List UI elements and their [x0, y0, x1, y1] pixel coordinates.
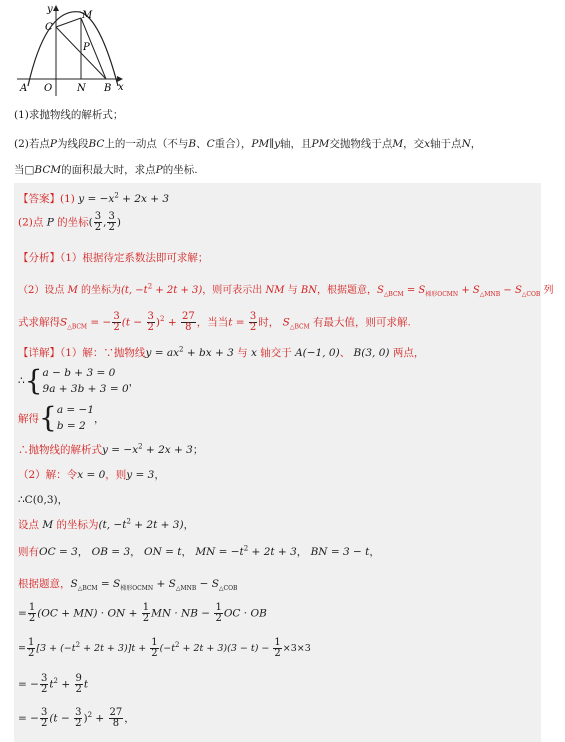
detail-line-10: = $\frac{1}{2}$ (OC + MN) · ON + $\frac{1}{2}$ MN · NB − $\frac{1}{2}$ OC · OB — [18, 602, 267, 624]
parabola-figure — [14, 0, 134, 100]
analysis-tag: 【分析】 — [18, 252, 60, 264]
analysis-line-2: （2）设点 M 的坐标为(t, $-t^2 + 2t + 3$)，则可表示出 NM 与 BN，根据题意，$S_{\triangle BCM} = S_{梯形OCMN} + S_{\triangle MNB} - S_{\triangle COB}$ 列 — [18, 282, 554, 298]
detail-line-13: = − $\frac{3}{2}$ (t − $\frac{3}{2}$ )$^2$ + $\frac{27}{8}$ ， — [18, 707, 135, 729]
detail-line-1: 【详解】（1）解：∵抛物线$y = ax^2$ + bx + 3 与 x 轴交于 A(−1, 0)、 B(3, 0) 两点， — [18, 345, 425, 359]
label-a: A — [20, 83, 28, 94]
segment-cm — [56, 18, 81, 27]
label-n: N — [77, 83, 86, 94]
detail-system-1: ∴ { a − b + 3 = 0 9a + 3b + 3 = 0 ， — [18, 364, 140, 397]
label-p: P — [83, 42, 90, 53]
detail-line-11: = $\frac{1}{2}$ $[3 + (-t^2 + 2t + 3)]t$ + $\frac{1}{2}$ $(-t^2 + 2t + 3)(3 - t)$ − $\frac{1}{2}$ ×3×3 — [18, 637, 311, 659]
label-c: C — [45, 22, 53, 33]
detail-line-5: （2）解：令x = 0，则y = 3， — [18, 469, 165, 481]
analysis-line-1: 【分析】（1）根据待定系数法即可求解； — [18, 252, 209, 264]
question-2-line-1: (2)若点P为线段BC上的一动点（不与B、C重合），PM∥y轴，且PM交抛物线于点M，交x轴于点N， — [14, 138, 482, 150]
label-x: x — [118, 82, 124, 93]
answer-tag: 【答案】 — [18, 193, 60, 205]
detail-tag: 【详解】 — [18, 347, 60, 359]
answer-line-1: 【答案】(1) $y = -x^2 + 2x + 3$ — [18, 191, 170, 205]
question-2-line-2: 当□BCM的面积最大时，求点P的坐标. — [14, 164, 198, 176]
detail-line-8: 则有OC = 3， OB = 3， ON = t， MN = $-t^2 + 2t + 3$， BN = 3 − t， — [18, 544, 380, 558]
detail-line-6: ∴C(0,3)， — [18, 494, 69, 506]
detail-line-9: 根据题意，$S_{\triangle BCM} = S_{梯形OCMN} + S_{\triangle MNB} - S_{\triangle COB}$ — [18, 578, 238, 593]
detail-line-7: 设点 M 的坐标为(t, $-t^2 + 2t + 3$)， — [18, 517, 195, 531]
detail-line-12: = − $\frac{3}{2}$ $t^2$ + $\frac{9}{2}$ t — [18, 673, 89, 695]
detail-system-2: 解得 { a = −1 b = 2 ， — [18, 401, 105, 434]
label-m: M — [82, 10, 93, 21]
analysis-line-3: 式求解得$S_{\triangle BCM}$ = − $\frac{3}{2}$ (t − $\frac{3}{2}$ )$^2$ + $\frac{27}{8}$ ，当当t = $\frac{3}{2}$ 时， $S_{\triangle BCM}$ 有最大值，则可求解. — [18, 311, 411, 333]
label-b: B — [104, 83, 112, 94]
label-y: y — [47, 4, 53, 15]
answer-line-2: (2)点 P 的坐标( $\frac{3}{2}$ , $\frac{3}{2}$ ) — [18, 211, 121, 233]
label-o: O — [44, 83, 53, 94]
question-1: (1)求抛物线的解析式； — [14, 109, 124, 121]
detail-line-4: ∴抛物线的解析式$y = -x^2 + 2x + 3$； — [18, 442, 204, 456]
